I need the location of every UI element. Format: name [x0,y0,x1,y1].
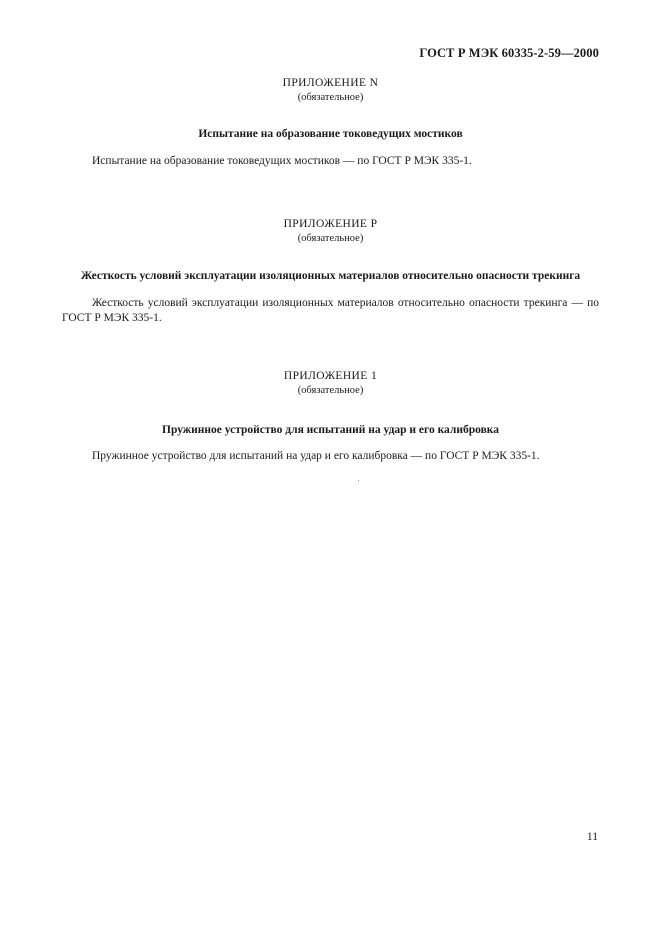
annex-n-text: Испытание на образование токоведущих мостиков — по ГОСТ Р МЭК 335-1. [92,155,472,167]
page-number: 11 [586,831,598,843]
scan-dot [358,480,359,481]
annex-n-title: ПРИЛОЖЕНИЕ N [282,77,379,89]
annex-1-status: (обязательное) [297,385,364,396]
annex-p-title: ПРИЛОЖЕНИЕ Р [283,218,378,230]
document-code: ГОСТ Р МЭК 60335-2-59—2000 [419,46,599,60]
annex-1-text: Пружинное устройство для испытаний на удар и его калибровка — по ГОСТ Р МЭК 335-1. [92,450,540,462]
annex-1-title: ПРИЛОЖЕНИЕ 1 [283,370,378,382]
annex-p-text: Жесткость условий эксплуатации изоляционных материалов относительно опасности трекинга — по ГОСТ Р МЭК 335-1. [62,297,599,324]
annex-n-heading: Испытание на образование токоведущих мостиков [198,128,463,140]
annex-p-status: (обязательное) [297,233,364,244]
annex-n-status: (обязательное) [297,92,364,103]
annex-1-heading: Пружинное устройство для испытаний на удар и его калибровка [162,424,499,436]
annex-p-heading: Жесткость условий эксплуатации изоляционных материалов относительно опасности трекинга [80,270,581,282]
